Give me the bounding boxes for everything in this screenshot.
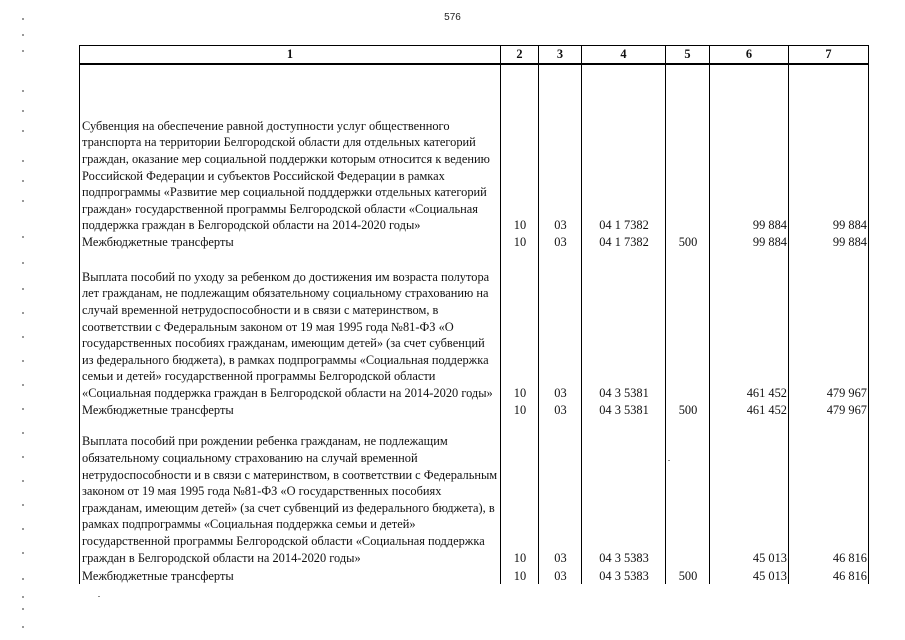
target-article-code: 04 3 5383 — [582, 566, 666, 584]
expense-type-code: 500 — [666, 234, 710, 251]
subsection-code: 03 — [539, 566, 582, 584]
table-row — [80, 69, 869, 234]
section-code: 10 — [501, 418, 539, 566]
table-row — [80, 402, 869, 419]
amount-year-2: 479 967 — [789, 251, 869, 402]
section-code: 10 — [501, 234, 539, 251]
amount-year-2: 99 884 — [789, 69, 869, 234]
expense-type-code — [666, 69, 710, 234]
table-row — [80, 234, 869, 251]
column-header: 1 — [80, 46, 501, 65]
budget-table-sheet — [79, 45, 868, 581]
column-header: 4 — [582, 46, 666, 65]
amount-year-2: 46 816 — [789, 418, 869, 566]
subsection-code: 03 — [539, 69, 582, 234]
table-row — [80, 251, 869, 402]
row-description: Выплата пособий по уходу за ребенком до достижения им возраста полутора лет гражданам, не подлежащим обязательному социальному страхованию на случай временной нетрудоспособности и в связи с материнством, в соответствии с Федеральным законом от 19 мая 1995 года №81-ФЗ «О государственных пособиях гражданам, имеющим детей» (за счет субвенций из федерального бюджета), в рамках подпрограммы «Социальная поддержка семьи и детей» государственной программы Белгородской области «Социальная поддержка граждан в Белгородской области на 2014-2020 годы» — [80, 251, 501, 402]
expense-type-code: 500 — [666, 402, 710, 419]
amount-year-2: 479 967 — [789, 402, 869, 419]
column-header: 7 — [789, 46, 869, 65]
column-header: 6 — [710, 46, 789, 65]
row-description: Выплата пособий при рождении ребенка гражданам, не подлежащим обязательному социальному страхованию на случай временной нетрудоспособности и в связи с материнством, в соответствии с Федеральным законом от 19 мая 1995 года №81-ФЗ «О государственных пособиях гражданам, имеющим детей» (за счет субвенций из федерального бюджета), в рамках подпрограммы «Социальная поддержка семьи и детей» государственной программы Белгородской области «Социальная поддержка граждан в Белгородской области на 2014-2020 годы» — [80, 418, 501, 566]
expense-type-code — [666, 251, 710, 402]
binding-margin-marks — [22, 0, 26, 640]
section-code: 10 — [501, 251, 539, 402]
row-description: Субвенция на обеспечение равной доступности услуг общественного транспорта на территории Белгородской области для отдельных категорий граждан, оказание мер социальной поддержки которым относится к ведению Российской Федерации и субъектов Российской Федерации в рамках подпрограммы «Развитие мер социальной подддержки отдельных категорий граждан» государственной программы Белгородской области «Социальная поддержка граждан в Белгородской области на 2014-2020 годы» — [80, 69, 501, 234]
target-article-code: 04 3 5381 — [582, 251, 666, 402]
target-article-code: 04 3 5383 — [582, 418, 666, 566]
scan-artifact — [98, 596, 100, 597]
target-article-code: 04 1 7382 — [582, 69, 666, 234]
subsection-code: 03 — [539, 418, 582, 566]
amount-year-1: 461 452 — [710, 251, 789, 402]
column-header: 3 — [539, 46, 582, 65]
amount-year-1: 45 013 — [710, 566, 789, 584]
budget-table — [79, 45, 869, 584]
amount-year-1: 99 884 — [710, 234, 789, 251]
amount-year-1: 45 013 — [710, 418, 789, 566]
page-number: 576 — [444, 12, 461, 23]
expense-type-code — [666, 418, 710, 566]
table-header-row — [80, 46, 869, 65]
row-description: Межбюджетные трансферты — [80, 566, 501, 584]
amount-year-1: 99 884 — [710, 69, 789, 234]
amount-year-2: 99 884 — [789, 234, 869, 251]
target-article-code: 04 1 7382 — [582, 234, 666, 251]
table-row — [80, 566, 869, 584]
section-code: 10 — [501, 566, 539, 584]
column-header: 5 — [666, 46, 710, 65]
row-description: Межбюджетные трансферты — [80, 402, 501, 419]
expense-type-code: 500 — [666, 566, 710, 584]
amount-year-1: 461 452 — [710, 402, 789, 419]
amount-year-2: 46 816 — [789, 566, 869, 584]
table-row — [80, 418, 869, 566]
row-description: Межбюджетные трансферты — [80, 234, 501, 251]
column-header: 2 — [501, 46, 539, 65]
section-code: 10 — [501, 69, 539, 234]
subsection-code: 03 — [539, 234, 582, 251]
subsection-code: 03 — [539, 402, 582, 419]
subsection-code: 03 — [539, 251, 582, 402]
target-article-code: 04 3 5381 — [582, 402, 666, 419]
section-code: 10 — [501, 402, 539, 419]
